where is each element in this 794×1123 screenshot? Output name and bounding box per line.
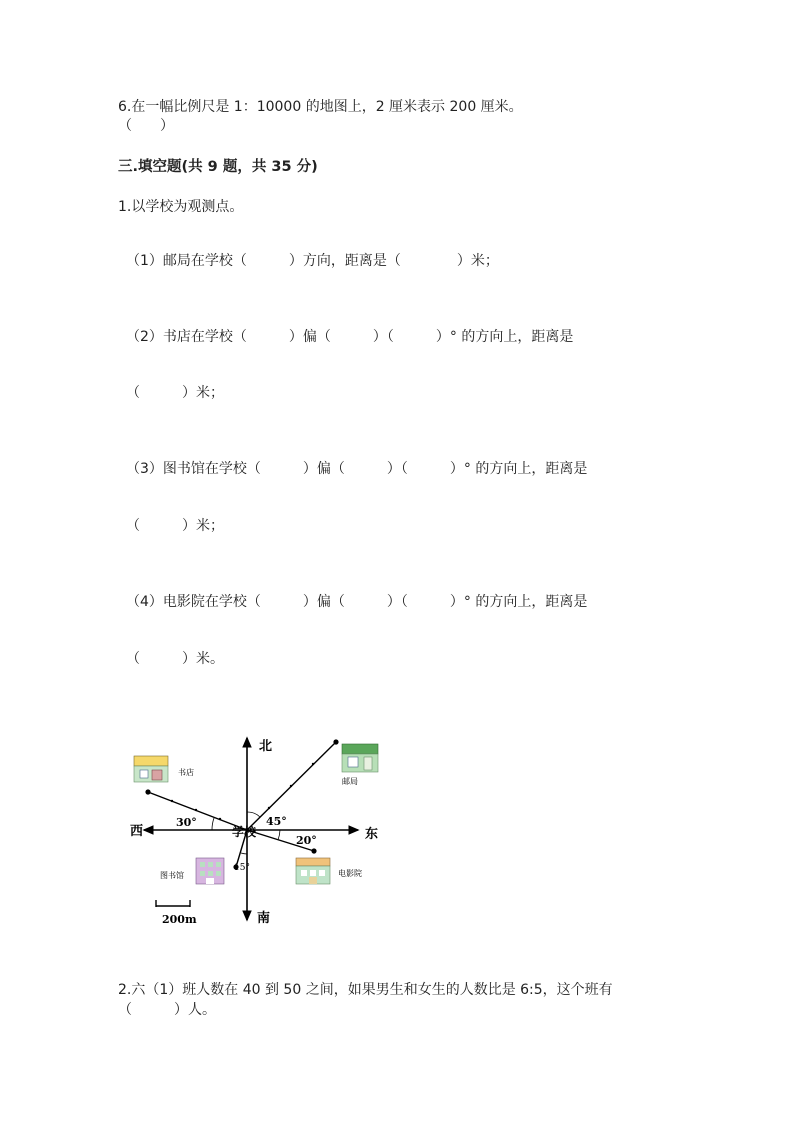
- question-6-text: 6.在一幅比例尺是 1：10000 的地图上，2 厘米表示 200 厘米。: [118, 99, 523, 115]
- school-label: 学校: [232, 825, 257, 839]
- post-office-label: 邮局: [342, 777, 358, 786]
- question-6-answer-blank: （ ）: [118, 118, 174, 134]
- question-1-part-2-cont: （ ）米；: [126, 385, 224, 401]
- scale-label: 200m: [162, 913, 197, 926]
- angle-library: 15°: [234, 863, 250, 873]
- angle-cinema: 20°: [296, 834, 317, 847]
- question-2-answer-blank: （ ）人。: [118, 1002, 216, 1018]
- north-label: 北: [259, 739, 273, 754]
- cinema-label: 电影院: [338, 869, 362, 878]
- west-label: 西: [130, 824, 144, 839]
- direction-map-diagram: [120, 730, 400, 940]
- post-office-building-icon: [342, 744, 378, 772]
- question-1-part-3-cont: （ ）米；: [126, 518, 224, 534]
- bookstore-label: 书店: [178, 768, 194, 777]
- angle-post-office: 45°: [266, 815, 287, 828]
- angle-bookstore: 30°: [176, 816, 197, 829]
- question-1-part-4: （4）电影院在学校（ ）偏（ ）（ ）° 的方向上，距离是: [126, 594, 588, 610]
- cinema-building-icon: [296, 858, 330, 884]
- question-1-stem: 1.以学校为观测点。: [118, 199, 244, 215]
- east-label: 东: [365, 827, 379, 842]
- bookstore-building-icon: [134, 756, 168, 782]
- library-label: 图书馆: [160, 871, 184, 880]
- library-building-icon: [196, 858, 224, 884]
- question-1-part-4-cont: （ ）米。: [126, 651, 224, 667]
- question-1-part-1: （1）邮局在学校（ ）方向，距离是（ ）米；: [126, 253, 499, 269]
- question-1-part-2: （2）书店在学校（ ）偏（ ）（ ）° 的方向上，距离是: [126, 329, 574, 345]
- section-3-heading: 三.填空题(共 9 题，共 35 分): [118, 159, 318, 175]
- scale-bar: [156, 900, 190, 907]
- question-2-text: 2.六（1）班人数在 40 到 50 之间，如果男生和女生的人数比是 6:5，这个班有: [118, 982, 613, 998]
- question-1-part-3: （3）图书馆在学校（ ）偏（ ）（ ）° 的方向上，距离是: [126, 461, 588, 477]
- south-label: 南: [257, 911, 271, 926]
